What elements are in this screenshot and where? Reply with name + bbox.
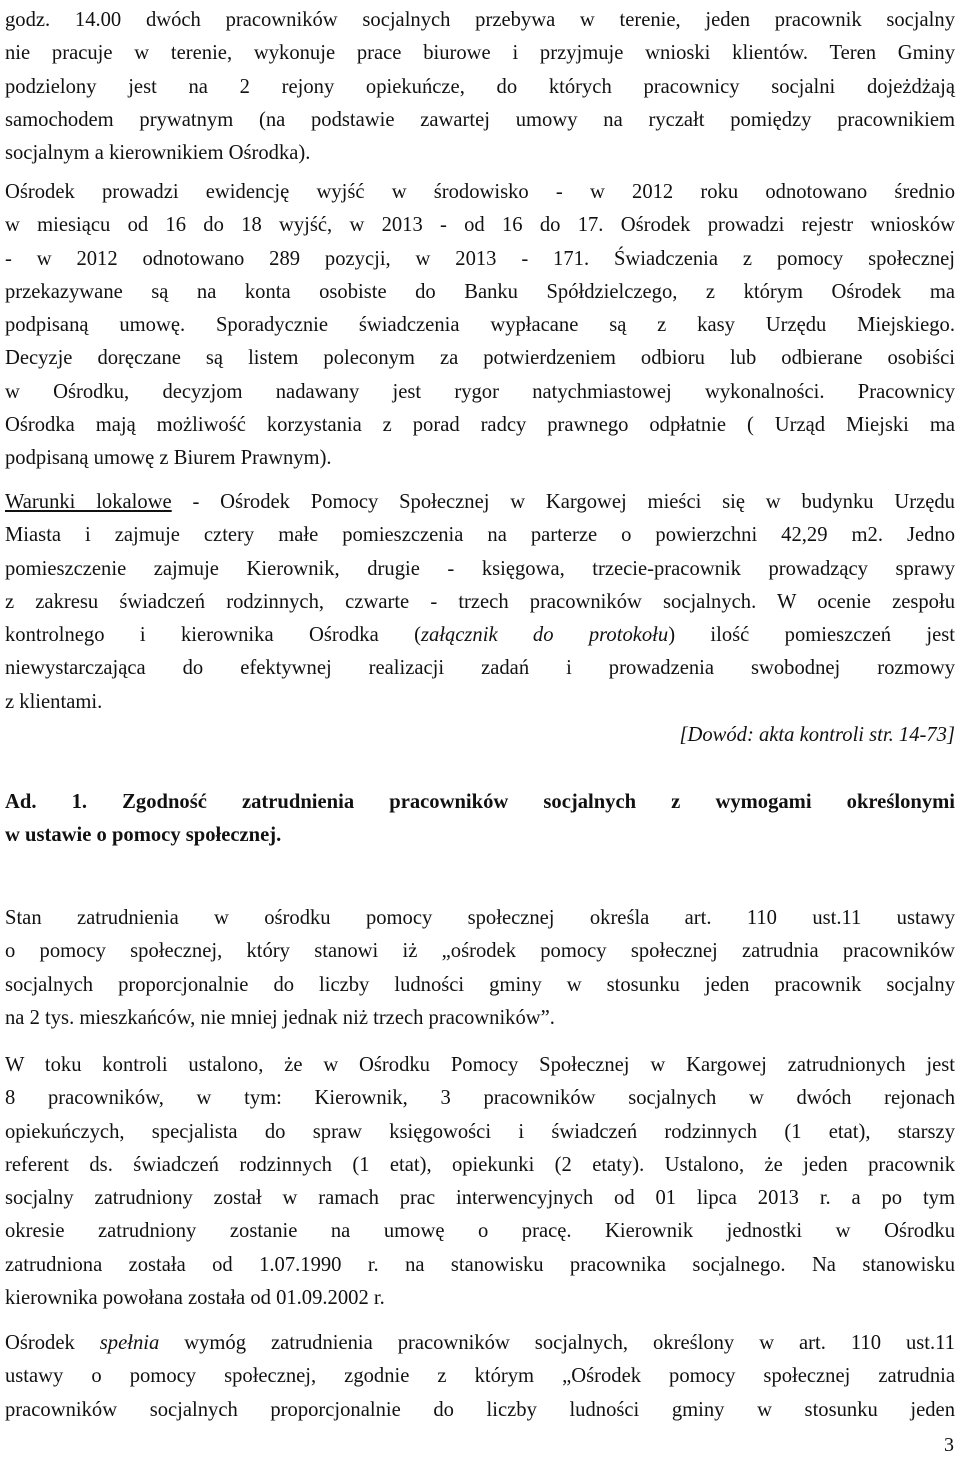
text-line: przekazywane są na konta osobiste do Banku Spółdzielczego, z którym Ośrodek ma — [5, 280, 955, 303]
section-label-underlined: Warunki lokalowe — [5, 491, 172, 513]
paragraph-6 — [5, 1327, 955, 1427]
text-line: pracowników socjalnych proporcjonalnie do liczby ludności gminy w stosunku jeden — [5, 1398, 955, 1421]
text-line: w miesiącu od 16 do 18 wyjść, w 2013 - od 16 do 17. Ośrodek prowadzi rejestr wniosków — [5, 214, 955, 237]
text-fragment: Ośrodek — [5, 1332, 100, 1354]
text-line — [5, 619, 955, 652]
heading-line: Ad. 1. Zgodność zatrudnienia pracowników socjalnych z wymogami określonymi — [5, 791, 955, 813]
text-fragment: wymóg zatrudnienia pracowników socjalnych, określony w art. 110 ust.11 — [159, 1332, 955, 1354]
section-heading — [5, 786, 955, 853]
text-line: podzielony jest na 2 rejony opiekuńcze, do których pracownicy socjalni dojeżdżają — [5, 75, 955, 98]
text-line: na 2 tys. mieszkańców, nie mniej jednak niż trzech pracowników”. — [5, 1006, 555, 1029]
text-line — [5, 486, 955, 519]
text-line: referent ds. świadczeń rodzinnych (1 etat), opiekunki (2 etaty). Ustalono, że jeden pracownik — [5, 1153, 955, 1176]
evidence-reference: [Dowód: akta kontroli str. 14-73] — [679, 724, 955, 747]
text-line: socjalny zatrudniony został w ramach prac interwencyjnych od 01 lipca 2013 r. a po tym — [5, 1187, 955, 1210]
text-line: podpisaną umowę z Biurem Prawnym). — [5, 447, 332, 470]
text-line: Decyzje doręczane są listem poleconym za potwierdzeniem odbioru lub odbierane osobiści — [5, 347, 955, 370]
text-line: opiekuńczych, specjalista do spraw księgowości i świadczeń rodzinnych (1 etat), starszy — [5, 1120, 955, 1143]
text-line: godz. 14.00 dwóch pracowników socjalnych przebywa w terenie, jeden pracownik socjalny — [5, 9, 955, 31]
text-line: socjalnym a kierownikiem Ośrodka). — [5, 142, 311, 165]
text-fragment: kontrolnego i kierownika Ośrodka ( — [5, 624, 421, 647]
heading-line: w ustawie o pomocy społecznej. — [5, 824, 282, 847]
text-line: Ośrodek prowadzi ewidencję wyjść w środowisko - w 2012 roku odnotowano średnio — [5, 181, 955, 203]
text-line: kierownika powołana została od 01.09.2002 r. — [5, 1287, 385, 1310]
text-line: podpisaną umowę. Sporadycznie świadczenia wypłacane są z kasy Urzędu Miejskiego. — [5, 314, 955, 337]
paragraph-4 — [5, 902, 955, 1035]
text-line: nie pracuje w terenie, wykonuje prace biurowe i przyjmuje wnioski klientów. Teren Gminy — [5, 42, 955, 65]
text-line: 8 pracowników, w tym: Kierownik, 3 pracowników socjalnych w dwóch rejonach — [5, 1087, 955, 1110]
page-number: 3 — [944, 1434, 954, 1456]
text-line: Stan zatrudnienia w ośrodku pomocy społecznej określa art. 110 ust.11 ustawy — [5, 907, 955, 929]
text-line: zatrudniona została od 1.07.1990 r. na stanowisku pracownika socjalnego. Na stanowisku — [5, 1253, 955, 1276]
paragraph-5 — [5, 1049, 955, 1315]
text-fragment: - Ośrodek Pomocy Społecznej w Kargowej mieści się w budynku Urzędu — [171, 491, 955, 513]
paragraph-2 — [5, 176, 955, 476]
text-line: w Ośrodku, decyzjom nadawany jest rygor natychmiastowej wykonalności. Pracownicy — [5, 380, 955, 403]
paragraph-1 — [5, 4, 955, 170]
text-line: ustawy o pomocy społecznej, zgodnie z którym „Ośrodek pomocy społecznej zatrudnia — [5, 1365, 955, 1388]
attachment-reference: załącznik do protokołu — [420, 624, 669, 647]
emphasis-text: spełnia — [99, 1332, 160, 1354]
text-line: W toku kontroli ustalono, że w Ośrodku Pomocy Społecznej w Kargowej zatrudnionych jest — [5, 1054, 955, 1076]
text-line: socjalnych proporcjonalnie do liczby ludności gminy w stosunku jeden pracownik socjalny — [5, 973, 955, 996]
text-line: - w 2012 odnotowano 289 pozycji, w 2013 - 171. Świadczenia z pomocy społecznej — [5, 247, 955, 270]
text-line: Miasta i zajmuje cztery małe pomieszczenia na parterze o powierzchni 42,29 m2. Jedno — [5, 524, 955, 547]
text-line: z klientami. — [5, 690, 103, 713]
text-line: Ośrodka mają możliwość korzystania z porad radcy prawnego odpłatnie ( Urząd Miejski ma — [5, 414, 955, 437]
text-line: niewystarczająca do efektywnej realizacji zadań i prowadzenia swobodnej rozmowy — [5, 657, 955, 680]
text-line — [5, 1327, 955, 1360]
text-line: okresie zatrudniony zostanie na umowę o pracę. Kierownik jednostki w Ośrodku — [5, 1220, 955, 1243]
text-line: z zakresu świadczeń rodzinnych, czwarte - trzech pracowników socjalnych. W ocenie zespołu — [5, 590, 955, 613]
text-line: o pomocy społecznej, który stanowi iż „ośrodek pomocy społecznej zatrudnia pracowników — [5, 940, 955, 963]
paragraph-3 — [5, 486, 955, 752]
text-fragment: ) ilość pomieszczeń jest — [668, 624, 955, 647]
text-line: pomieszczenie zajmuje Kierownik, drugie - księgowa, trzecie-pracownik prowadzący sprawy — [5, 557, 955, 580]
text-line: samochodem prywatnym (na podstawie zawartej umowy na ryczałt pomiędzy pracownikiem — [5, 108, 955, 131]
